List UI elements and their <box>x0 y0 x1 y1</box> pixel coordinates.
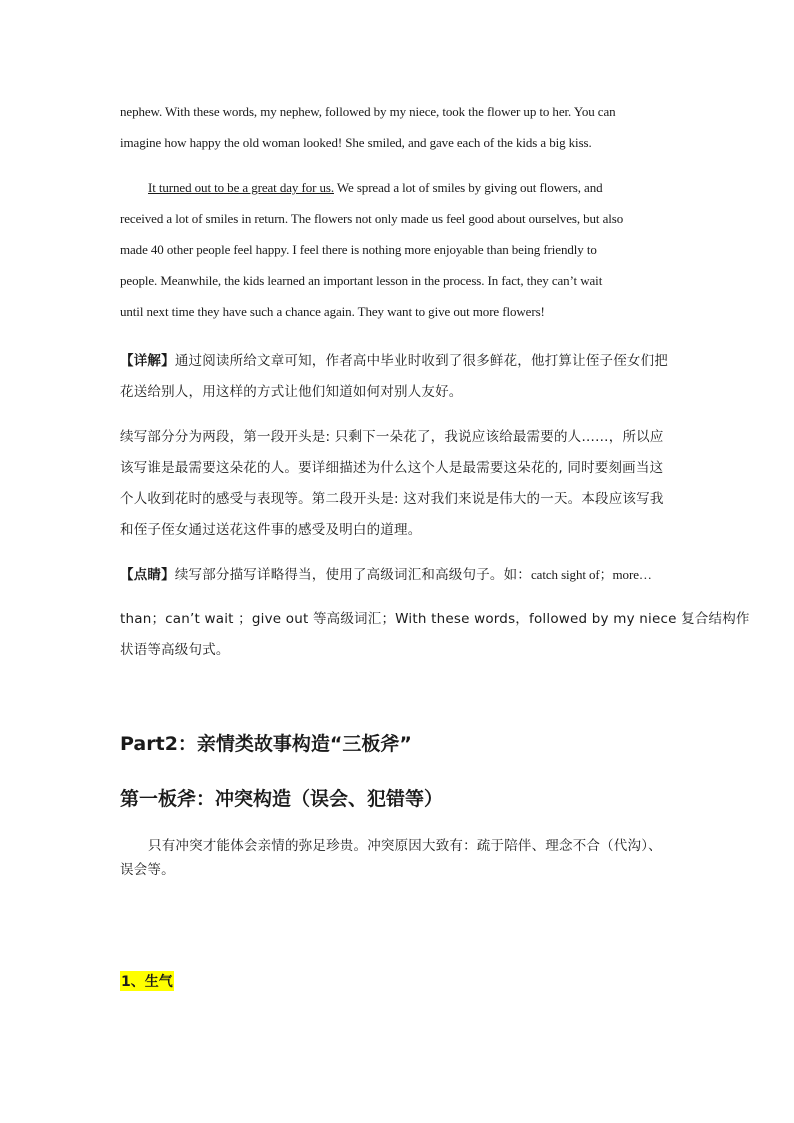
story-line: nephew. With these words, my nephew, followed by my niece, took the flower up to her. You can <box>120 104 616 119</box>
story-line: imagine how happy the old woman looked! She smiled, and gave each of the kids a big kiss. <box>120 135 592 150</box>
analysis-detail <box>120 349 676 369</box>
analysis-line: 花送给别人，用这样的方式让他们知道如何对别人友好。 <box>120 384 463 400</box>
analysis-line: 和侄子侄女通过送花这件事的感受及明白的道理。 <box>120 522 422 538</box>
highlighted-heading: 1、生气 <box>120 971 174 991</box>
analysis-line: 个人收到花时的感受与表现等。第二段开头是: 这对我们来说是伟大的一天。本段应该写我 <box>120 491 664 507</box>
analysis-point <box>120 563 676 583</box>
story-line: made 40 other people feel happy. I feel there is nothing more enjoyable than being friendly to <box>120 242 597 257</box>
story-line: people. Meanwhile, the kids learned an important lesson in the process. In fact, they can’t wait <box>120 273 603 288</box>
section-subtitle: 第一板斧：冲突构造（误会、犯错等） <box>120 788 444 810</box>
analysis-line: than；can’t wait ；give out 等高级词汇；With these words，followed by my niece 复合结构作 <box>120 611 750 627</box>
intro-line: 只有冲突才能体会亲情的弥足珍贵。冲突原因大致有：疏于陪伴、理念不合（代沟）、 <box>148 838 662 854</box>
part-title: Part2：亲情类故事构造“三板斧” <box>120 733 412 755</box>
story-line: received a lot of smiles in return. The flowers not only made us feel good about ourselves, but also <box>120 211 624 226</box>
intro-line: 误会等。 <box>120 862 175 878</box>
story-line <box>148 180 676 196</box>
point-text-en: catch sight of；more… <box>531 567 652 582</box>
point-text-cn: 续写部分描写详略得当，使用了高级词汇和高级句子。如： <box>174 567 532 583</box>
point-label: 【点睛】 <box>120 567 175 583</box>
analysis-line: 续写部分分为两段，第一段开头是: 只剩下一朵花了，我说应该给最需要的人……，所以应 <box>120 429 664 445</box>
detail-text: 通过阅读所给文章可知，作者高中毕业时收到了很多鲜花，他打算让侄子侄女们把 <box>174 353 669 369</box>
story-text: We spread a lot of smiles by giving out flowers, and <box>333 180 603 195</box>
detail-label: 【详解】 <box>120 353 175 369</box>
story-line: until next time they have such a chance again. They want to give out more flowers! <box>120 304 545 319</box>
underlined-sentence: It turned out to be a great day for us. <box>148 180 334 195</box>
analysis-line: 该写谁是最需要这朵花的人。要详细描述为什么这个人是最需要这朵花的, 同时要刻画当这 <box>120 460 664 476</box>
analysis-line: 状语等高级句式。 <box>120 642 230 658</box>
